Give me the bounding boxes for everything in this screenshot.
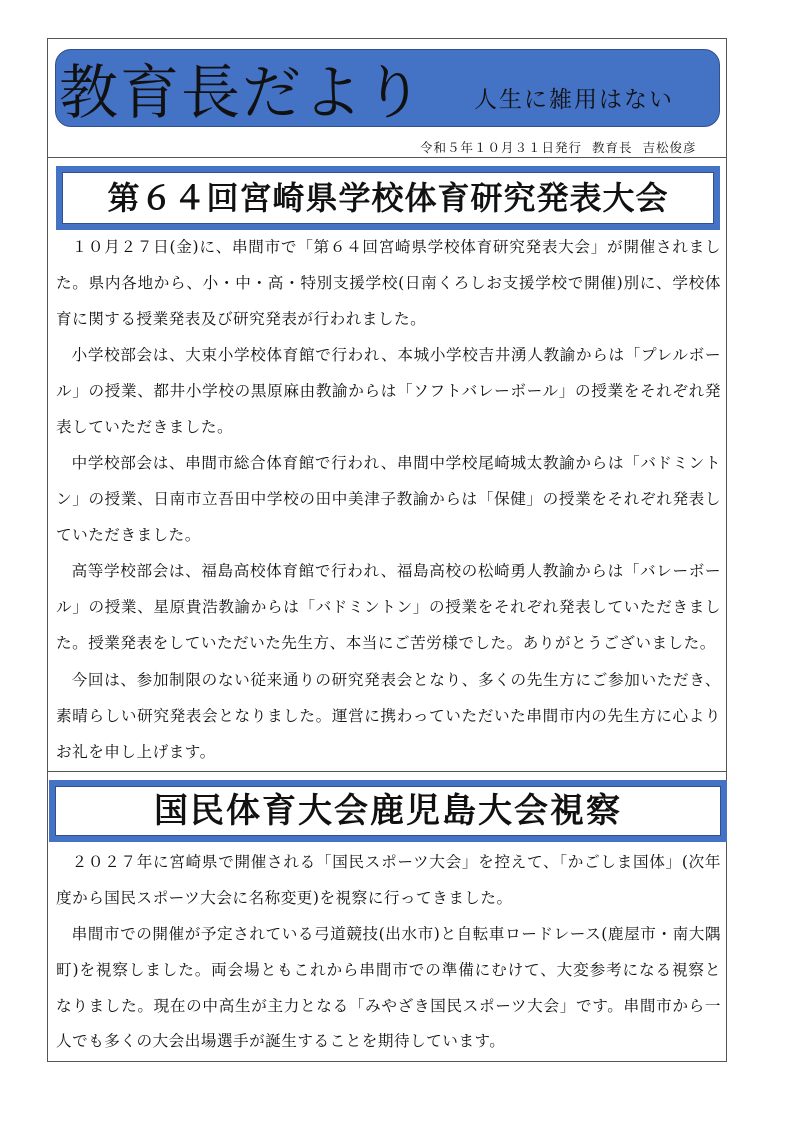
section-heading-box-1: [56, 166, 720, 230]
section-heading-1: 第６４回宮崎県学校体育研究発表大会: [107, 179, 669, 217]
divider-section: [47, 771, 727, 772]
author-title: 教育長: [592, 140, 633, 155]
paragraph: 串間市での開催が予定されている弓道競技(出水市)と自転車ロードレース(鹿屋市・南大隅町)を視察しました。両会場ともこれから串間市での準備にむけて、大変参考になる視察となりました。現在の中高生が主力となる「みやざき国民スポーツ大会」です。串間市から一人でも多くの大会出場選手が誕生することを期待しています。: [56, 925, 721, 1051]
paragraph: 中学校部会は、串間市総合体育館で行われ、串間中学校尾崎城太教諭からは「バドミントン」の授業、日南市立吾田中学校の田中美津子教諭からは「保健」の授業をそれぞれ発表していただきました。: [56, 454, 721, 544]
paragraph: 今回は、参加制限のない従来通りの研究発表会となり、多くの先生方にご参加いただき、素晴らしい研究発表会となりました。運営に携わっていただいた串間市内の先生方に心よりお礼を申し上げます。: [56, 671, 721, 761]
issue-date: 令和５年１０月３１日発行: [420, 140, 583, 155]
paragraph: 小学校部会は、大束小学校体育館で行われ、本城小学校吉井湧人教諭からは「プレルボール」の授業、都井小学校の黒原麻由教諭からは「ソフトバレーボール」の授業をそれぞれ発表していただきました。: [56, 346, 721, 436]
newsletter-title: 教育長だより: [59, 58, 426, 127]
paragraph: ２０２７年に宮崎県で開催される「国民スポーツ大会」を控えて、「かごしま国体」(次年度から国民スポーツ大会に名称変更)を視察に行ってきました。: [56, 853, 721, 907]
section-heading-box-2: [49, 780, 727, 842]
newsletter-subtitle: 人生に雑用はない: [474, 87, 674, 113]
newsletter-banner: [55, 49, 720, 127]
section-heading-2: 国民体育大会鹿児島大会視察: [154, 791, 622, 831]
paragraph: 高等学校部会は、福島高校体育館で行われ、福島高校の松崎勇人教諭からは「バレーボール」の授業、星原貴浩教諭からは「バドミントン」の授業をそれぞれ発表していただきました。授業発表をしていただいた先生方、本当にご苦労様でした。ありがとうございました。: [56, 562, 721, 652]
divider-header: [47, 157, 727, 158]
issue-info: [420, 138, 720, 156]
paragraph: １０月２７日(金)に、串間市で「第６４回宮崎県学校体育研究発表大会」が開催されました。県内各地から、小・中・高・特別支援学校(日南くろしお支援学校で開催)別に、学校体育に関する授業発表及び研究発表が行われました。: [56, 238, 721, 328]
author-name: 吉松俊彦: [642, 140, 697, 155]
